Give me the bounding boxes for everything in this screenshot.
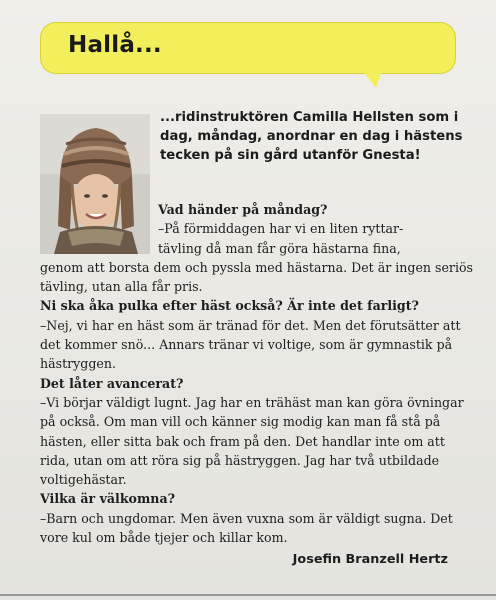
question-2: Ni ska åka pulka efter häst också? Är inte det farligt? (40, 298, 419, 314)
answer-1-rest: genom att borsta dem och pyssla med hästarna. Det är ingen seriös tävling, utan alla får pris. (40, 259, 474, 295)
bottom-rule (0, 594, 496, 596)
speech-bubble-tail (362, 70, 382, 88)
speech-bubble (40, 22, 456, 74)
question-3: Det låter avancerat? (40, 375, 184, 391)
question-1: Vad händer på måndag? (158, 202, 328, 217)
answer-2: –Nej, vi har en häst som är tränad för det. Men det förutsätter att det kommer snö... Annars tränar vi voltige, som är gymnastik på hästryggen. (40, 317, 461, 372)
answer-1-start: –På förmiddagen har vi en liten ryttar- tävling då man får göra hästarna fina, (158, 221, 404, 256)
answer-4: –Barn och ungdomar. Men även vuxna som är väldigt sugna. Det vore kul om både tjejer och killar kom. (40, 510, 453, 546)
question-4: Vilka är välkomna? (40, 491, 175, 507)
author-byline: Josefin Branzell Hertz (292, 552, 448, 567)
answer-3: –Vi börjar väldigt lugnt. Jag har en trähäst man kan göra övningar på också. Om man vill och känner sig modig kan man få stå på hästen, eller sitta bak och fram på den. Det handlar inte om att rida, utan om att röra sig på hästryggen. Jag har två utbildade voltigehästar. (40, 394, 464, 488)
interview-body (40, 200, 476, 547)
header-title: Hallå... (68, 32, 162, 58)
intro-text: ...ridinstruktören Camilla Hellsten som i dag, måndag, anordnar en dag i hästens tecken på sin gård utanför Gnesta! (160, 110, 463, 163)
